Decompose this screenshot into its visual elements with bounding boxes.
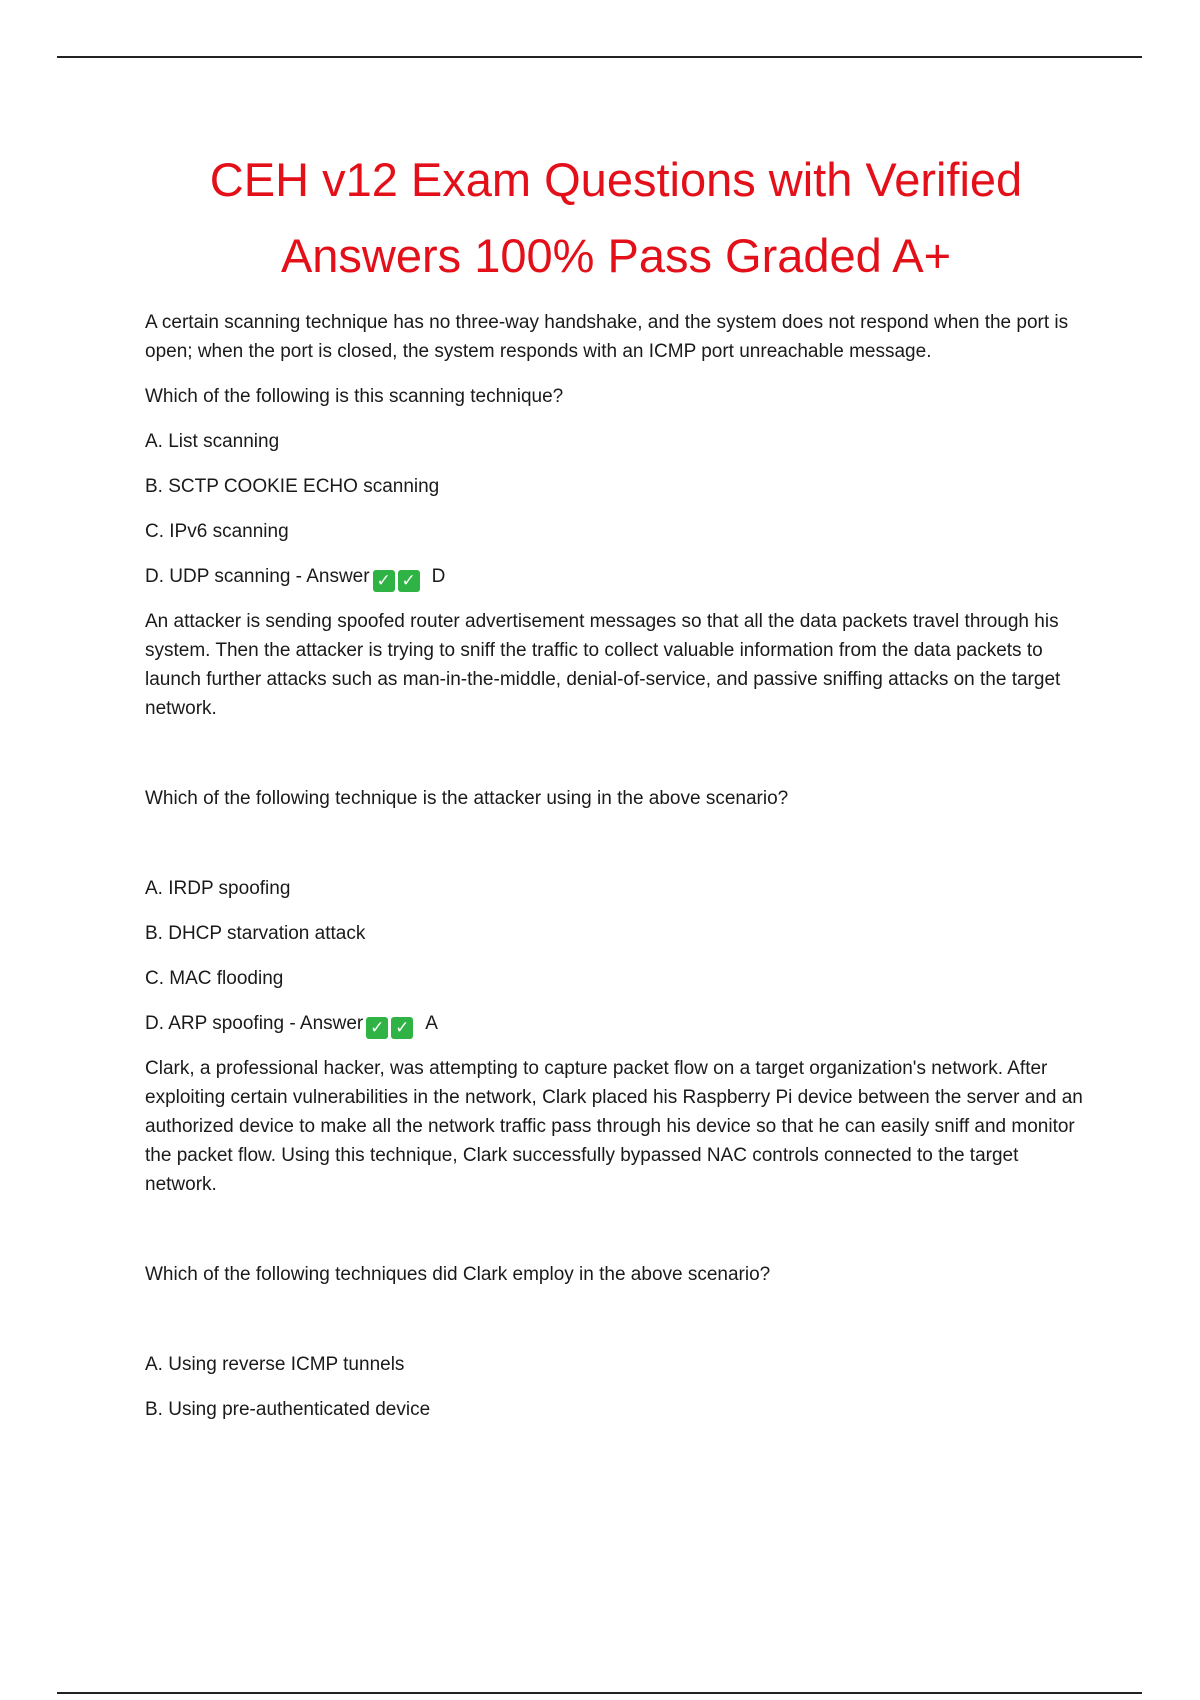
title-line-2: Answers 100% Pass Graded A+ <box>280 229 952 282</box>
question-2-prompt: Which of the following technique is the attacker using in the above scenario? <box>145 788 789 809</box>
question-1-option-b: B. SCTP COOKIE ECHO scanning <box>145 476 440 497</box>
header-rule <box>57 56 1142 58</box>
question-2-option-d-text: D. ARP spoofing - Answer <box>145 1013 364 1034</box>
check-mark-icon: ✓ <box>373 570 395 592</box>
document-body <box>145 308 1095 1440</box>
question-2-option-a: A. IRDP spoofing <box>145 878 291 899</box>
question-2-option-c: C. MAC flooding <box>145 968 284 989</box>
page-title <box>0 142 1200 294</box>
question-1-prompt: Which of the following is this scanning technique? <box>145 386 564 407</box>
question-2-option-d <box>145 1009 1095 1038</box>
question-2-answer: A <box>425 1013 438 1034</box>
check-mark-icon: ✓ <box>391 1017 413 1039</box>
title-line-1: CEH v12 Exam Questions with Verified <box>209 153 1023 206</box>
footer-rule <box>57 1692 1142 1694</box>
question-3-option-a: A. Using reverse ICMP tunnels <box>145 1354 405 1375</box>
check-mark-icon: ✓ <box>398 570 420 592</box>
question-1-option-d-text: D. UDP scanning - Answer <box>145 566 370 587</box>
question-2-option-b: B. DHCP starvation attack <box>145 923 366 944</box>
question-1-scenario: A certain scanning technique has no three-way handshake, and the system does not respond when the port is open; when the port is closed, the system responds with an ICMP port unreachable message. <box>145 312 1069 362</box>
question-1-option-d <box>145 562 1095 591</box>
question-3-prompt: Which of the following techniques did Clark employ in the above scenario? <box>145 1264 771 1285</box>
question-1-answer: D <box>431 566 446 587</box>
question-3-scenario: Clark, a professional hacker, was attempting to capture packet flow on a target organization's network. After exploiting certain vulnerabilities in the network, Clark placed his Raspberry Pi device between the server and an authorized device to make all the network traffic pass through his device so that he can easily sniff and monitor the packet flow. Using this technique, Clark successfully bypassed NAC controls connected to the target network. <box>145 1058 1083 1195</box>
question-2-scenario: An attacker is sending spoofed router advertisement messages so that all the data packets travel through his system. Then the attacker is trying to sniff the traffic to collect valuable information from the data packets to launch further attacks such as man-in-the-middle, denial-of-service, and passive sniffing attacks on the target network. <box>145 611 1061 719</box>
question-1-option-a: A. List scanning <box>145 431 280 452</box>
question-3-option-b: B. Using pre-authenticated device <box>145 1399 431 1420</box>
check-mark-icon: ✓ <box>366 1017 388 1039</box>
question-1-option-c: C. IPv6 scanning <box>145 521 289 542</box>
